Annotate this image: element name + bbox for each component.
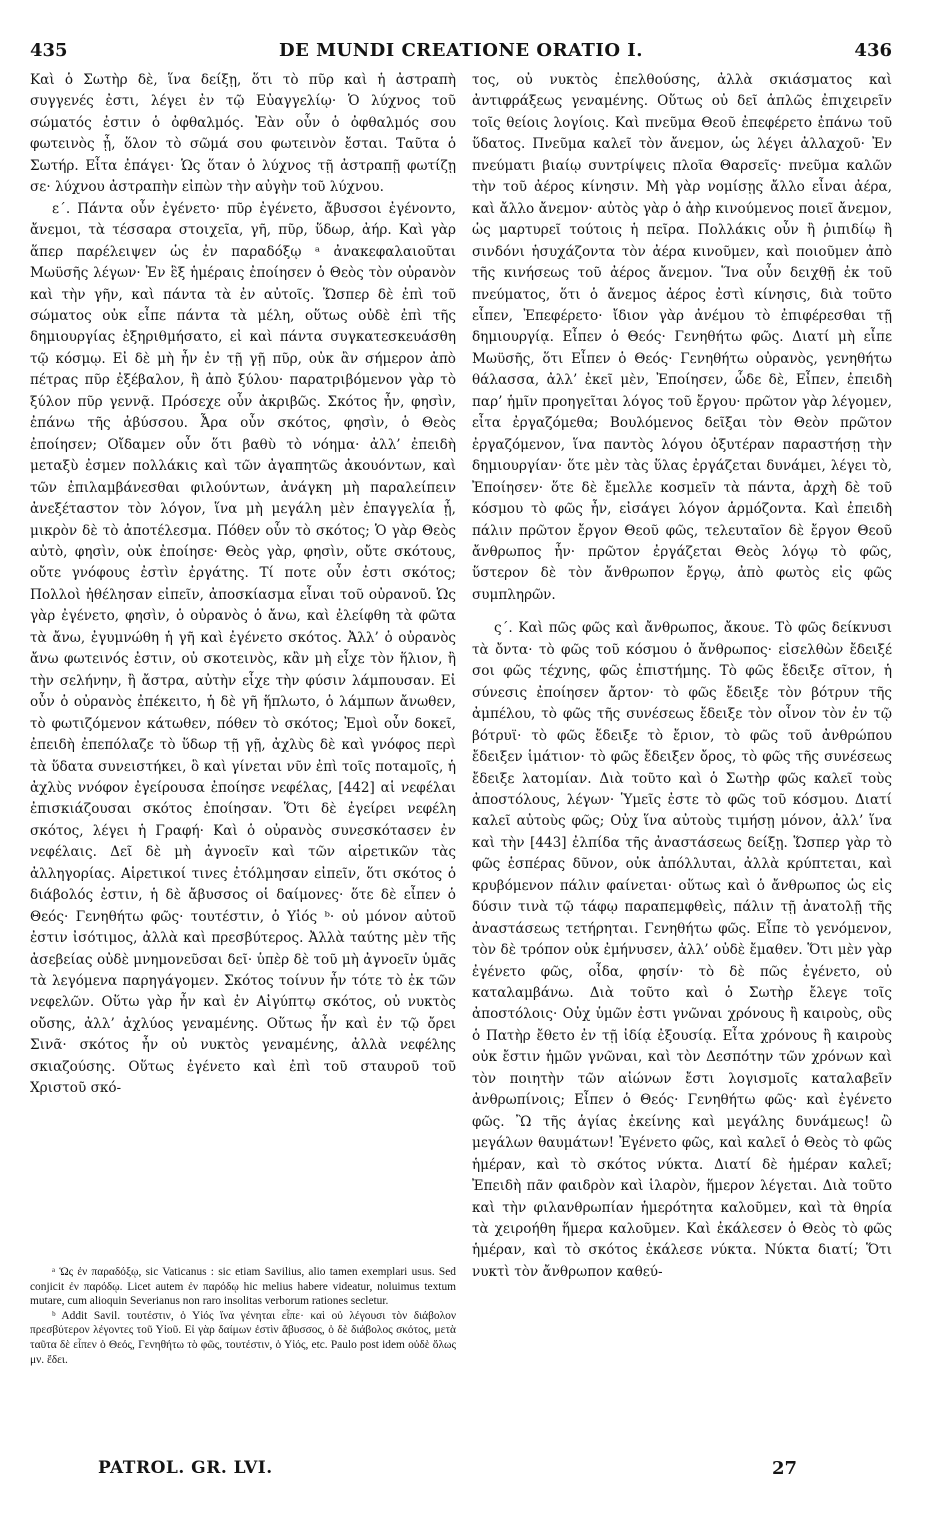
footnote: ᵇ Addit Savil. τουτέστιν, ὁ Υἱός ἵνα γένηται εἶπε· καὶ οὐ λέγουσι τὸν διάβολον πρεσβύτερον λέγοντες τοῦ Υἱοῦ. Εἰ γὰρ δαίμων ἐστὶν ἄβυσσος, ὁ δὲ διάβολος σκότος, μετὰ ταῦτα δὲ εἶπεν ὁ Θεός, Γενηθήτω τὸ φῶς, τουτέστιν, ὁ Υἱός, etc. Paulo post idem οὐδὲ ὅλως μν. ἔδει. (30, 1309, 456, 1366)
source-footer: PATROL. GR. LVI. (98, 1458, 273, 1478)
signature-number: 27 (772, 1458, 798, 1479)
paragraph: ε΄. Πάντα οὖν ἐγένετο· πῦρ ἐγένετο, ἄβυσσοι ἐγένοντο, ἄνεμοι, τὰ τέσσαρα στοιχεῖα, γῆ, πῦρ, ὕδωρ, ἀήρ. Καὶ γὰρ ἅπερ παρέλειψεν ὡς ἐν παραδόξῳ ᵃ ἀνακεφαλαιοῦται Μωϋσῆς λέγων· Ἐν ἓξ ἡμέραις ἐποίησεν ὁ Θεὸς τὸν οὐρανὸν καὶ τὴν γῆν, καὶ πάντα τὰ ἐν αὐτοῖς. Ὥσπερ δὲ ἐπὶ τοῦ σώματος οὐκ εἶπε πάντα τὰ μέλη, οὕτως οὐδὲ ἐπὶ τῆς δημιουργίας ἐξηριθμήσατο, εἰ καὶ πάντα συγκατεσκευάσθη τῷ κόσμῳ. Εἰ δὲ μὴ ἦν ἐν τῇ γῇ πῦρ, οὐκ ἂν σήμερον ἀπὸ πέτρας πῦρ ἐξέβαλον, ἢ ἀπὸ ξύλου· παρατριβόμενον γὰρ τὸ ξύλον πῦρ γεννᾷ. Πρόσεχε οὖν ἀκριβῶς. Σκότος ἦν, φησὶν, ἐπάνω τῆς ἀβύσσου. Ἆρα οὖν σκότος, φησὶν, ὁ Θεὸς ἐποίησεν; Οἴδαμεν οὖν ὅτι βαθὺ τὸ νόημα· ἀλλ’ ἐπειδὴ μεταξὺ ἐσμεν πολλάκις καὶ τῶν ἀγαπητῶς ἀκουόντων, καὶ τῶν ἐπιλαμβάνεσθαι φιλούντων, ἀνάγκη μὴ παραλείπειν ἀνεξέταστον τὸν λόγον, ἵνα μὴ μεγάλη μὲν ἐπαγγελία ᾖ, μικρὸν δὲ τὸ ἀποτέλεσμα. Πόθεν οὖν τὸ σκότος; Ὁ γὰρ Θεὸς αὐτὸ, φησὶν, οὐκ ἐποίησε· Θεὸς γὰρ, φησὶν, οὔτε σκότους, οὔτε γνόφους ἐστὶν ἐργάτης. Τί ποτε οὖν ἐστι σκότος; Πολλοὶ ἠθέλησαν εἰπεῖν, ἀποσκίασμα εἶναι τοῦ οὐρανοῦ. Ὡς γὰρ ἐγένετο, φησὶν, ὁ οὐρανὸς ὁ ἄνω, καὶ ἐλείφθη τὰ φῶτα τὰ ἄνω, ἐγυμνώθη ἡ γῆ καὶ ἐγένετο σκότος. Ἀλλ’ ὁ οὐρανὸς ἄνω φωτεινός ἐστιν, οὐ σκοτεινὸς, κἂν μὴ εἶχε τὸν ἥλιον, ἢ τὴν σελήνην, ἢ ἄστρα, αὐτὴν εἶχε τὴν φύσιν λάμπουσαν. Εἰ οὖν ὁ οὐρανὸς ἐπέκειτο, ἡ δὲ γῆ ἥπλωτο, ὁ λάμπων ἄνωθεν, τὸ φωτιζόμενον κάτωθεν, πόθεν τὸ σκότος; Ἐμοὶ οὖν δοκεῖ, ἐπειδὴ ἐπεπόλαζε τὸ ὕδωρ τῇ γῇ, ἀχλὺς δὲ καὶ γνόφος περὶ τὰ ὕδατα συνειστήκει, ὃ καὶ γίνεται νῦν ἐπὶ τοῖς ποταμοῖς, ἡ ἀχλὺς ννόφον ἐγείρουσα ἐποίησε νεφέλας, [442] αἱ νεφέλαι ἐπισκιάζουσαι σκότος ἐποίησαν. Ὅτι δὲ ἐγείρει νεφέλη σκότος, λέγει ἡ Γραφή· Καὶ ὁ οὐρανὸς συνεσκότασεν ἐν νεφέλαις. Δεῖ δὲ μὴ ἀγνοεῖν καὶ τῶν αἱρετικῶν τὰς ἀλληγορίας. Αἱρετικοί τινες ἐτόλμησαν εἰπεῖν, ὅτι σκότος ὁ διάβολός ἐστιν, ἡ δὲ ἄβυσσος οἱ δαίμονες· ὅτε δὲ εἶπεν ὁ Θεός· Γενηθήτω φῶς· τουτέστιν, ὁ Υἱός ᵇ· οὐ μόνον αὐτοῦ ἐστιν ἰσότιμος, ἀλλὰ καὶ πρεσβύτερος. Ἀλλὰ ταύτης μὲν τῆς ἀσεβείας οὐδὲ μνημονεῦσαι δεῖ· ὑπὲρ δὲ τοῦ μὴ ἀγνοεῖν ὑμᾶς τὰ λεγόμενα παρηγάγομεν. Σκότος τοίνυν ἦν τότε τὸ ἐκ τῶν νεφελῶν. Οὕτω γὰρ ἦν καὶ ἐν Αἰγύπτῳ σκότος, οὐ νυκτὸς οὔσης, ἀλλ’ ἀχλύος γεναμένης. Οὕτως ἦν καὶ ἐν τῷ ὄρει Σινᾶ· σκότος ἦν οὐ νυκτὸς γεναμένης, ἀλλὰ νεφέλης σκιαζούσης. Οὕτως ἐγένετο καὶ ἐπὶ τοῦ σταυροῦ τοῦ Χριστοῦ σκό- (30, 200, 456, 1097)
left-column (30, 70, 456, 1100)
paragraph: τος, οὐ νυκτὸς ἐπελθούσης, ἀλλὰ σκιάσματος καὶ ἀντιφράξεως γεναμένης. Οὕτως οὐ δεῖ ἁπλῶς ἐπιχειρεῖν τοῖς θείοις λογίοις. Καὶ πνεῦμα Θεοῦ ἐπεφέρετο ἐπάνω τοῦ ὕδατος. Πνεῦμα καλεῖ τὸν ἄνεμον, ὡς λέγει ἀλλαχοῦ· Ἐν πνεύματι βιαίῳ συντρίψεις πλοῖα Θαρσεῖς· πνεῦμα καλῶν τὴν τοῦ ἀέρος κίνησιν. Μὴ γὰρ νομίσῃς ἄλλο εἶναι ἀέρα, καὶ ἄλλο ἄνεμον· αὐτὸς γὰρ ὁ ἀὴρ κινούμενος ποιεῖ ἄνεμον, ὡς μαρτυρεῖ τούτοις ἡ πεῖρα. Πολλάκις οὖν ἢ ῥιπιδίῳ ἢ σινδόνι ἡσυχάζοντα τὸν ἀέρα κινοῦμεν, καὶ ποιοῦμεν ἀπὸ τῆς κινήσεως τοῦ ἀέρος ἄνεμον. Ἵνα οὖν δειχθῇ ἐκ τοῦ πνεύματος, ὅτι ὁ ἄνεμος ἀέρος ἐστὶ κίνησις, διὰ τοῦτο εἶπεν, Ἐπεφέρετο· ἴδιον γὰρ ἀνέμου τὸ ἐπιφέρεσθαι τῇ δημιουργίᾳ. Εἶπεν ὁ Θεός· Γενηθήτω φῶς. Διατί μὴ εἶπε Μωϋσῆς, ὅτι Εἶπεν ὁ Θεός· Γενηθήτω οὐρανὸς, γενηθήτω θάλασσα, ἀλλ’ ἐκεῖ μὲν, Ἐποίησεν, ὧδε δὲ, Εἶπεν, ἐπειδὴ παρ’ ἡμῖν προηγεῖται λόγος τοῦ ἔργου· πρῶτον γὰρ λέγομεν, εἶτα ἐργαζόμεθα; Βουλόμενος δεῖξαι τὸν Θεὸν πρῶτον ἐργαζόμενον, ἵνα παντὸς λόγου ὀξυτέραν παραστήσῃ τὴν δημιουργίαν· ὅτε μὲν τὰς ὕλας ἐργάζεται δυνάμει, λέγει τὸ, Ἐποίησεν· ὅτε δὲ ἔμελλε κοσμεῖν τὰ πάντα, ἀρχὴ δὲ τοῦ κόσμου τὸ φῶς ἦν, εἰσάγει λόγον ἁρμόζοντα. Καὶ ἐπειδὴ πάλιν πρῶτον ἔργον Θεοῦ φῶς, τελευταῖον δὲ ἔργον Θεοῦ ἄνθρωπος ἦν· πρῶτον ἐργάζεται Θεὸς λόγῳ τὸ φῶς, ὕστερον δὲ τὸν ἄνθρωπον ἔργῳ, ἀπὸ φωτὸς εἰς φῶς συμπληρῶν. (472, 72, 892, 603)
footnotes (30, 1265, 456, 1367)
footnote: ᵃ Ὡς ἐν παραδόξῳ, sic Vaticanus : sic etiam Savilius, alio tamen exemplari usus. Sed conjicit ἐν παρόδῳ. Licet autem ἐν παρόδῳ hic melius habere videatur, noluimus textum mutare, cum alioquin Severianus non raro insolitas verborum rationes secletur. (30, 1266, 456, 1308)
running-title: DE MUNDI CREATIONE ORATIO I. (279, 40, 643, 61)
paragraph: ς΄. Καὶ πῶς φῶς καὶ ἄνθρωπος, ἄκουε. Τὸ φῶς δείκνυσι τὰ ὄντα· τὸ φῶς τοῦ κόσμου ὁ ἄνθρωπος· εἰσελθὼν ἔδειξέ σοι φῶς τέχνης, φῶς ἐπιστήμης. Τὸ φῶς ἔδειξε σῖτον, ἡ σύνεσις ἐποίησεν ἄρτον· τὸ φῶς ἔδειξε τὸν βότρυν τῆς ἀμπέλου, τὸ φῶς τῆς συνέσεως ἔδειξε τὸν οἶνον τὸν ἐν τῷ βότρυϊ· τὸ φῶς ἔδειξε τὸ ἔριον, τὸ φῶς τοῦ ἀνθρώπου ἔδειξεν ἱμάτιον· τὸ φῶς ἔδειξεν ὄρος, τὸ φῶς τῆς συνέσεως ἔδειξε λατομίαν. Διὰ τοῦτο καὶ ὁ Σωτὴρ φῶς καλεῖ τοὺς ἀποστόλους, λέγων· Ὑμεῖς ἐστε τὸ φῶς τοῦ κόσμου. Διατί καλεῖ αὐτοὺς φῶς; Οὐχ ἵνα αὐτοὺς τιμήσῃ μόνον, ἀλλ’ ἵνα καὶ τὴν [443] ἐλπίδα τῆς ἀναστάσεως δείξῃ. Ὥσπερ γὰρ τὸ φῶς ἑσπέρας δῦνον, οὐκ ἀπόλλυται, ἀλλὰ κρύπτεται, καὶ κρυβόμενον πάλιν φαίνεται· οὕτως καὶ ὁ ἄνθρωπος ὡς εἰς δύσιν τινὰ τῷ τάφῳ παραπεμφθεὶς, πάλιν τῇ ἀνατολῇ τῆς ἀναστάσεως τετήρηται. Γενηθήτω φῶς. Εἶπε τὸ γενόμενον, τὸν δὲ τρόπον οὐκ ἐμήνυσεν, ἀλλ’ οὐδὲ ἔμαθεν. Ὅτι μὲν γὰρ ἐγένετο φῶς, οἶδα, φησίν· τὸ δὲ πῶς ἐγένετο, οὐ καταλαμβάνω. Διὰ τοῦτο καὶ ὁ Σωτὴρ ἔλεγε τοῖς ἀποστόλοις· Οὐχ ὑμῶν ἐστι γνῶναι χρόνους ἢ καιροὺς, οὓς ὁ Πατὴρ ἔθετο ἐν τῇ ἰδίᾳ ἐξουσίᾳ. Εἶτα χρόνους ἢ καιροὺς οὐκ ἔστιν ἡμῶν γνῶναι, καὶ τὸν Δεσπότην τῶν χρόνων καὶ τὸν ποιητὴν τῶν αἰώνων ἔστι λογισμοῖς καταλαβεῖν ἀνθρωπίνοις; Εἶπεν ὁ Θεός· Γενηθήτω φῶς· καὶ ἐγένετο φῶς. Ὢ τῆς ἁγίας ἐκείνης καὶ μεγάλης δυνάμεως! ὢ μεγάλων θαυμάτων! Ἐγένετο φῶς, καὶ καλεῖ ὁ Θεὸς τὸ φῶς ἡμέραν, καὶ τὸ σκότος νύκτα. Διατί δὲ ἡμέραν καλεῖ; Ἐπειδὴ πᾶν φαιδρὸν καὶ ἱλαρὸν, ἥμερον λέγεται. Διὰ τοῦτο καὶ τὴν φιλανθρωπίαν ἡμερότητα καλοῦμεν, καὶ τὰ θηρία τὰ χειροήθη ἥμερα καλοῦμεν. Καὶ ἐκάλεσεν ὁ Θεὸς τὸ φῶς ἡμέραν, καὶ τὸ σκότος ἐκάλεσε νύκτα. Νύκτα διατί; Ὅτι νυκτὶ τὸν ἄνθρωπον καθεύ- (472, 620, 892, 1280)
left-page-number: 435 (30, 40, 68, 61)
right-page-number: 436 (854, 40, 892, 61)
page-header (30, 40, 892, 66)
paragraph: Καὶ ὁ Σωτὴρ δὲ, ἵνα δείξῃ, ὅτι τὸ πῦρ καὶ ἡ ἀστραπὴ συγγενές ἐστι, λέγει ἐν τῷ Εὐαγγελίῳ· Ὁ λύχνος τοῦ σώματός ἐστιν ὁ ὀφθαλμός. Ἐὰν οὖν ὁ ὀφθαλμός σου φωτεινὸς ᾖ, ὅλον τὸ σῶμά σου φωτεινὸν ἔσται. Ταῦτα ὁ Σωτήρ. Εἶτα ἐπάγει· Ὡς ὅταν ὁ λύχνος τῇ ἀστραπῇ φωτίζῃ σε· λύχνου ἀστραπὴν εἰπὼν τὴν αὐγὴν τοῦ λύχνου. (30, 72, 456, 196)
paragraph-gap (472, 606, 892, 618)
right-column (472, 70, 892, 1283)
